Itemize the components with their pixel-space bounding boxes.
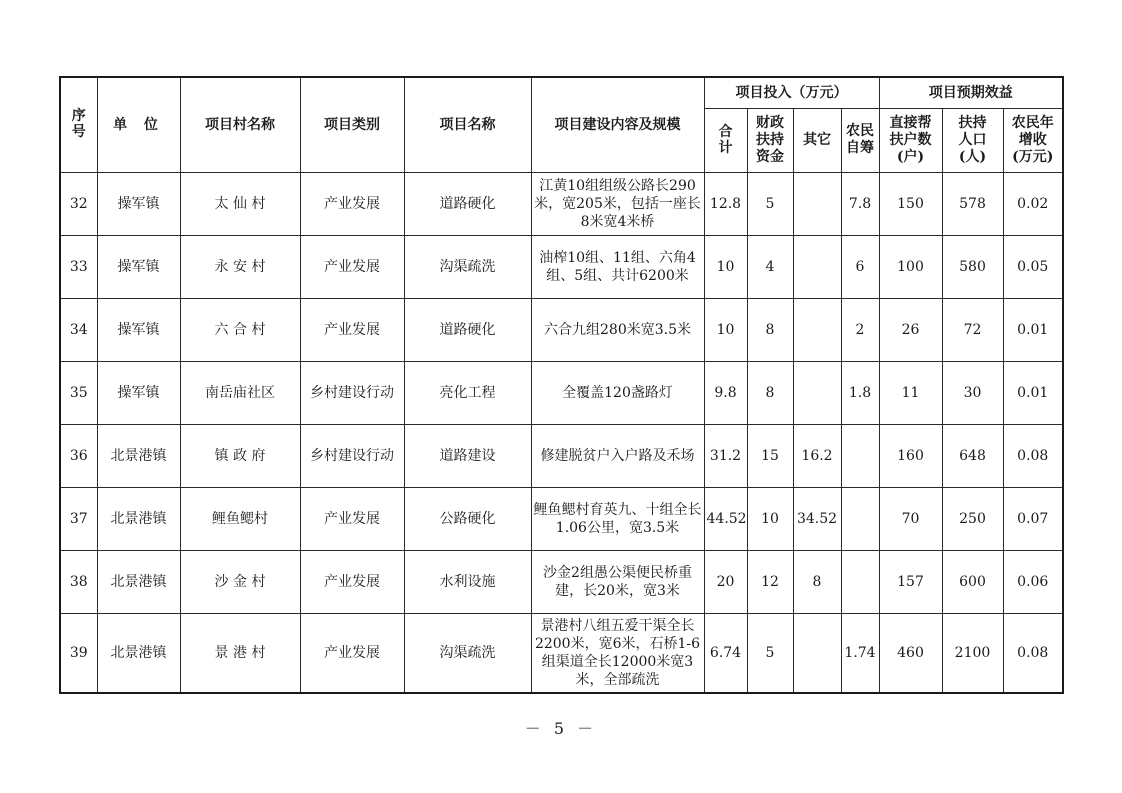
- table-row: [60, 424, 1063, 487]
- table-row: [60, 613, 1063, 693]
- header-households: 直接帮扶户数(户): [879, 108, 942, 172]
- cell-unit: 操军镇: [97, 172, 180, 235]
- table-row: [60, 298, 1063, 361]
- cell-households: 460: [879, 613, 942, 693]
- cell-content: 江黄10组组级公路长290米，宽205米，包括一座长8米宽4米桥: [531, 172, 704, 235]
- cell-total: 12.8: [704, 172, 747, 235]
- cell-households: 11: [879, 361, 942, 424]
- header-self-raised: 农民自筹: [841, 108, 879, 172]
- cell-income: 0.05: [1003, 235, 1063, 298]
- cell-self-raised: 7.8: [841, 172, 879, 235]
- header-investment-group: 项目投入（万元）: [704, 77, 879, 108]
- cell-fiscal: 5: [747, 172, 793, 235]
- header-village: 项目村名称: [180, 77, 300, 172]
- cell-other: 16.2: [793, 424, 841, 487]
- table-body: [60, 172, 1063, 693]
- cell-income: 0.08: [1003, 424, 1063, 487]
- cell-village: 太 仙 村: [180, 172, 300, 235]
- cell-project-name: 亮化工程: [404, 361, 531, 424]
- cell-project-name: 道路硬化: [404, 298, 531, 361]
- cell-households: 100: [879, 235, 942, 298]
- cell-fiscal: 10: [747, 487, 793, 550]
- cell-content: 全覆盖120盏路灯: [531, 361, 704, 424]
- cell-category: 产业发展: [300, 487, 404, 550]
- cell-self-raised: 6: [841, 235, 879, 298]
- cell-households: 150: [879, 172, 942, 235]
- table-row: [60, 487, 1063, 550]
- cell-other: [793, 361, 841, 424]
- cell-fiscal: 15: [747, 424, 793, 487]
- cell-other: 34.52: [793, 487, 841, 550]
- cell-population: 30: [942, 361, 1003, 424]
- cell-category: 产业发展: [300, 298, 404, 361]
- header-income: 农民年增收(万元): [1003, 108, 1063, 172]
- cell-households: 26: [879, 298, 942, 361]
- cell-self-raised: 2: [841, 298, 879, 361]
- header-total: 合计: [704, 108, 747, 172]
- cell-project-name: 水利设施: [404, 550, 531, 613]
- cell-unit: 操军镇: [97, 361, 180, 424]
- cell-population: 648: [942, 424, 1003, 487]
- cell-fiscal: 8: [747, 361, 793, 424]
- header-benefit-group: 项目预期效益: [879, 77, 1063, 108]
- table-row: [60, 550, 1063, 613]
- cell-content: 油榨10组、11组、六角4组、5组、共计6200米: [531, 235, 704, 298]
- cell-total: 10: [704, 298, 747, 361]
- cell-self-raised: 1.74: [841, 613, 879, 693]
- cell-category: 产业发展: [300, 172, 404, 235]
- cell-content: 六合九组280米宽3.5米: [531, 298, 704, 361]
- cell-project-name: 沟渠疏洗: [404, 613, 531, 693]
- cell-self-raised: [841, 487, 879, 550]
- project-table: [59, 76, 1064, 694]
- cell-village: 鲤鱼鳃村: [180, 487, 300, 550]
- cell-seq: 32: [60, 172, 97, 235]
- cell-project-name: 道路硬化: [404, 172, 531, 235]
- cell-total: 20: [704, 550, 747, 613]
- header-fiscal: 财政扶持资金: [747, 108, 793, 172]
- cell-category: 乡村建设行动: [300, 361, 404, 424]
- cell-population: 600: [942, 550, 1003, 613]
- cell-fiscal: 12: [747, 550, 793, 613]
- header-row-1: [60, 77, 1063, 108]
- cell-other: 8: [793, 550, 841, 613]
- cell-fiscal: 8: [747, 298, 793, 361]
- cell-income: 0.01: [1003, 361, 1063, 424]
- cell-population: 578: [942, 172, 1003, 235]
- cell-unit: 北景港镇: [97, 487, 180, 550]
- cell-category: 产业发展: [300, 613, 404, 693]
- cell-unit: 操军镇: [97, 298, 180, 361]
- table-row: [60, 235, 1063, 298]
- cell-seq: 38: [60, 550, 97, 613]
- cell-other: [793, 298, 841, 361]
- cell-seq: 34: [60, 298, 97, 361]
- cell-unit: 北景港镇: [97, 613, 180, 693]
- table-row: [60, 361, 1063, 424]
- cell-category: 产业发展: [300, 235, 404, 298]
- cell-seq: 33: [60, 235, 97, 298]
- cell-population: 580: [942, 235, 1003, 298]
- cell-income: 0.01: [1003, 298, 1063, 361]
- header-project-name: 项目名称: [404, 77, 531, 172]
- cell-project-name: 道路建设: [404, 424, 531, 487]
- cell-unit: 北景港镇: [97, 550, 180, 613]
- cell-unit: 北景港镇: [97, 424, 180, 487]
- header-content: 项目建设内容及规模: [531, 77, 704, 172]
- cell-population: 2100: [942, 613, 1003, 693]
- cell-other: [793, 235, 841, 298]
- cell-self-raised: [841, 550, 879, 613]
- cell-seq: 35: [60, 361, 97, 424]
- cell-income: 0.07: [1003, 487, 1063, 550]
- cell-total: 9.8: [704, 361, 747, 424]
- cell-village: 镇 政 府: [180, 424, 300, 487]
- cell-income: 0.08: [1003, 613, 1063, 693]
- cell-fiscal: 4: [747, 235, 793, 298]
- cell-population: 250: [942, 487, 1003, 550]
- cell-category: 产业发展: [300, 550, 404, 613]
- cell-income: 0.02: [1003, 172, 1063, 235]
- header-population: 扶持人口(人): [942, 108, 1003, 172]
- cell-households: 160: [879, 424, 942, 487]
- cell-content: 景港村八组五爱干渠全长2200米，宽6米，石桥1-6组渠道全长12000米宽3米，全部疏洗: [531, 613, 704, 693]
- cell-village: 永 安 村: [180, 235, 300, 298]
- cell-project-name: 公路硬化: [404, 487, 531, 550]
- cell-content: 沙金2组愚公渠便民桥重建，长20米，宽3米: [531, 550, 704, 613]
- cell-other: [793, 172, 841, 235]
- cell-village: 沙 金 村: [180, 550, 300, 613]
- cell-total: 31.2: [704, 424, 747, 487]
- cell-self-raised: [841, 424, 879, 487]
- table-row: [60, 172, 1063, 235]
- cell-income: 0.06: [1003, 550, 1063, 613]
- cell-village: 六 合 村: [180, 298, 300, 361]
- cell-fiscal: 5: [747, 613, 793, 693]
- page-number: － 5 －: [524, 719, 598, 738]
- cell-seq: 36: [60, 424, 97, 487]
- cell-village: 景 港 村: [180, 613, 300, 693]
- header-seq: 序号: [60, 77, 97, 172]
- header-category: 项目类别: [300, 77, 404, 172]
- cell-village: 南岳庙社区: [180, 361, 300, 424]
- header-unit: 单 位: [97, 77, 180, 172]
- cell-total: 44.52: [704, 487, 747, 550]
- cell-total: 10: [704, 235, 747, 298]
- cell-content: 修建脱贫户入户路及禾场: [531, 424, 704, 487]
- cell-other: [793, 613, 841, 693]
- cell-unit: 操军镇: [97, 235, 180, 298]
- cell-total: 6.74: [704, 613, 747, 693]
- cell-households: 70: [879, 487, 942, 550]
- cell-content: 鲤鱼鳃村育英九、十组全长1.06公里，宽3.5米: [531, 487, 704, 550]
- cell-seq: 39: [60, 613, 97, 693]
- cell-project-name: 沟渠疏洗: [404, 235, 531, 298]
- cell-category: 乡村建设行动: [300, 424, 404, 487]
- cell-self-raised: 1.8: [841, 361, 879, 424]
- cell-population: 72: [942, 298, 1003, 361]
- header-other: 其它: [793, 108, 841, 172]
- cell-households: 157: [879, 550, 942, 613]
- cell-seq: 37: [60, 487, 97, 550]
